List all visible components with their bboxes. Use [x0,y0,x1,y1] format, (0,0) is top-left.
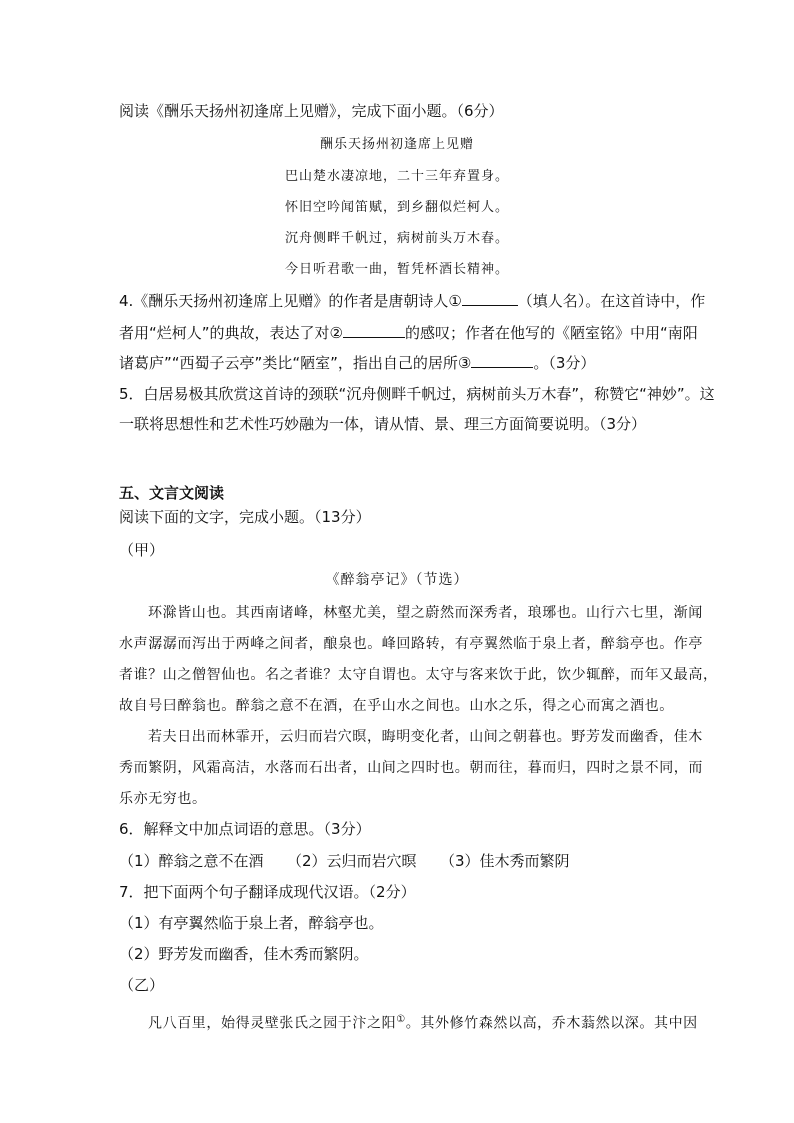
reading-intro-poem: 阅读《酬乐天扬州初逢席上见赠》，完成下面小题。（6分） [119,102,504,120]
q4-text: 者用“烂柯人”的典故，表达了对② [119,324,343,342]
question-5-line1: 5．白居易极其欣赏这首诗的颈联“沉舟侧畔千帆过，病树前头万木春”，称赞它“神妙”。这 [119,385,715,403]
q4-text: 诸葛庐”“西蜀子云亭”类比“陋室”，指出自己的居所③ [119,354,472,372]
passage-line: 乐亦无穷也。 [119,791,207,807]
passage-line: 若夫日出而林霏开，云归而岩穴暝，晦明变化者，山间之朝暮也。野芳发而幽香，佳木 [148,729,703,745]
poem-line: 怀旧空吟闻笛赋，到乡翻似烂柯人。 [284,200,509,215]
question-6-item: （3）佳木秀而繁阴 [440,852,570,870]
passage-b-text: 。其外修竹森然以高，乔木蓊然以深。其中因 [405,1015,698,1032]
poem-line: 今日听君歌一曲，暂凭杯酒长精神。 [284,262,509,277]
question-6-item: （1）醉翁之意不在酒 [119,852,264,870]
part-b-label: （乙） [119,976,165,994]
answer-blank-3[interactable] [471,352,533,368]
question-7-item: （1）有亭翼然临于泉上者，醉翁亭也。 [119,914,384,932]
question-4-line1 [119,290,705,311]
q4-text: 的感叹；作者在他写的《陋室铭》中用“南阳 [405,324,698,342]
passage-b-text: 凡八百里，始得灵壁张氏之园于汴之阳 [148,1015,397,1032]
question-6-stem: 6．解释文中加点词语的意思。（3分） [119,820,371,838]
answer-blank-2[interactable] [343,322,405,338]
footnote-marker: ① [396,1014,406,1025]
q4-text: （填人名）。在这首诗中，作 [517,292,706,310]
passage-line: 秀而繁阴，风霜高洁，水落而石出者，山间之四时也。朝而往，暮而归，四时之景不同，而 [119,760,703,776]
question-7-item: （2）野芳发而幽香，佳木秀而繁阴。 [119,945,369,963]
question-6-item: （2）云归而岩穴暝 [287,852,417,870]
poem-title: 酬乐天扬州初逢席上见赠 [319,137,474,152]
question-5-line2: 一联将思想性和艺术性巧妙融为一体，请从情、景、理三方面简要说明。（3分） [119,415,647,433]
answer-blank-1[interactable] [462,290,518,306]
poem-line: 巴山楚水凄凉地，二十三年弃置身。 [284,169,509,184]
question-4-line2 [119,322,698,343]
part-a-label: （甲） [119,541,165,559]
passage-b-line [148,1010,698,1034]
reading-intro-classical: 阅读下面的文字，完成小题。（13分） [119,508,371,526]
passage-line: 故自号曰醉翁也。醉翁之意不在酒，在乎山水之间也。山水之乐，得之心而寓之酒也。 [119,698,674,714]
q4-text: 4.《酬乐天扬州初逢席上见赠》的作者是唐朝诗人① [119,292,462,310]
q4-text: 。（3分） [533,354,596,372]
section-heading: 五、文言文阅读 [119,484,225,502]
passage-line: 水声潺潺而泻出于两峰之间者，酿泉也。峰回路转，有亭翼然临于泉上者，醉翁亭也。作亭 [119,636,703,652]
passage-line: 环滁皆山也。其西南诸峰，林壑尤美，望之蔚然而深秀者，琅琊也。山行六七里，渐闻 [148,605,703,621]
passage-title: 《醉翁亭记》（节选） [325,572,469,588]
question-7-stem: 7．把下面两个句子翻译成现代汉语。（2分） [119,883,416,901]
poem-line: 沉舟侧畔千帆过，病树前头万木春。 [284,231,509,246]
question-4-line3 [119,352,595,373]
passage-line: 者谁？山之僧智仙也。名之者谁？太守自谓也。太守与客来饮于此，饮少辄醉，而年又最高， [119,667,718,683]
